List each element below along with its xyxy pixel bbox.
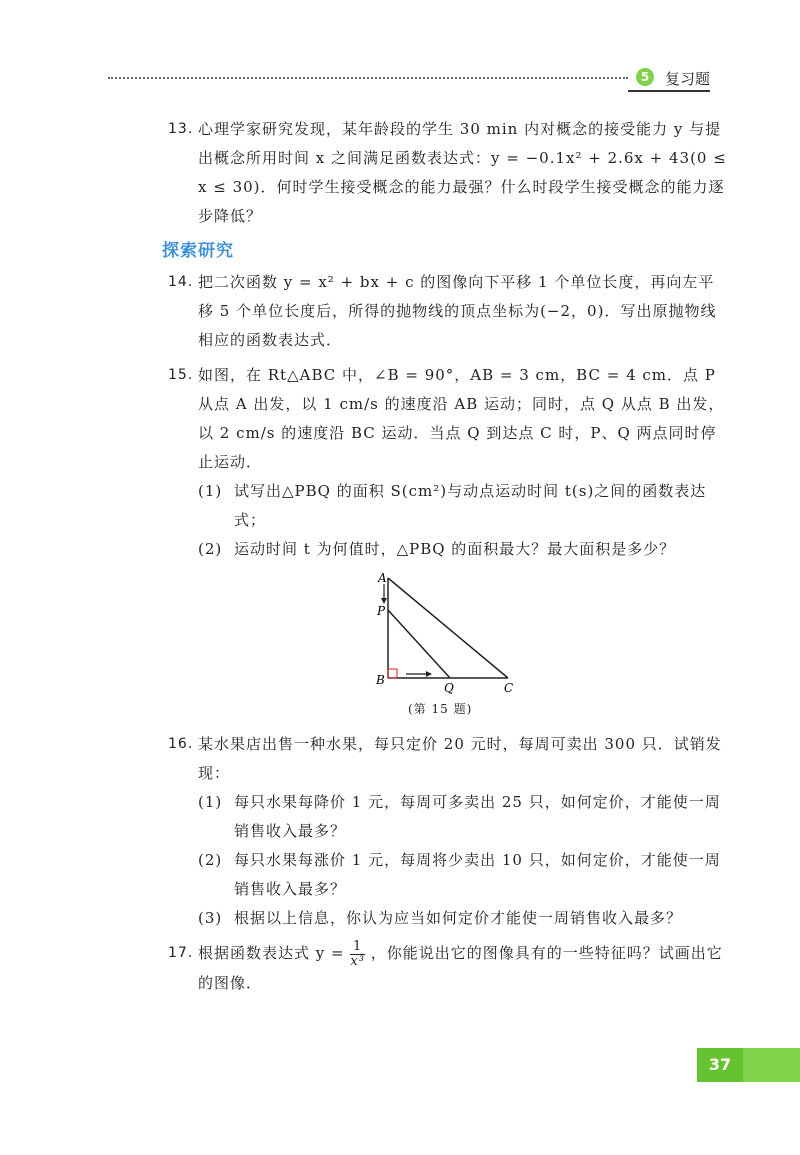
header-dotted-rule <box>108 77 628 79</box>
subquestion-text: 运动时间 t 为何值时，△PBQ 的面积最大？最大面积是多少？ <box>234 540 676 558</box>
problem-14 <box>168 268 728 355</box>
problem-13 <box>168 115 728 231</box>
fraction-denominator: x³ <box>350 953 365 969</box>
problem-number: 15. <box>168 367 194 383</box>
label-b: B <box>376 673 386 687</box>
problem-text-before: 根据函数表达式 y = <box>198 944 345 962</box>
figure-caption: (第 15 题) <box>408 702 473 716</box>
subquestion-label: (2) <box>198 851 223 869</box>
problem-number: 13. <box>168 121 194 137</box>
label-c: C <box>504 681 515 695</box>
fraction-numerator: 1 <box>350 940 365 955</box>
subquestion-label: (2) <box>198 540 223 558</box>
arrow-right-head-icon <box>426 671 432 677</box>
problem-number: 16. <box>168 736 194 752</box>
subquestion-text: 根据以上信息，你认为应当如何定价才能使一周销售收入最多？ <box>234 909 683 927</box>
subquestion-label: (1) <box>198 793 223 811</box>
problem-text: 心理学家研究发现，某年龄段的学生 30 min 内对概念的接受能力 y 与提出概念所用时间 x 之间满足函数表达式：y = −0.1x² + 2.6x + 43(0 ≤ x ≤ 30)．何时学生接受概念的能力最强？什么时段学生接受概念的能力逐步降低？ <box>198 120 727 225</box>
subquestion-text: 试写出△PBQ 的面积 S(cm²)与动点运动时间 t(s)之间的函数表达式； <box>234 482 707 529</box>
segment-ac <box>388 578 508 678</box>
problem-15 <box>168 361 728 720</box>
problem-text: 如图，在 Rt△ABC 中，∠B = 90°，AB = 3 cm，BC = 4 cm．点 P 从点 A 出发，以 1 cm/s 的速度沿 AB 运动；同时，点 Q 从点 B 出发，以 2 cm/s 的速度沿 BC 运动．当点 Q 到达点 C 时，P、Q 两点同时停止运动． <box>198 366 725 471</box>
problem-text: 某水果店出售一种水果，每只定价 20 元时，每周可卖出 300 只．试销发现： <box>198 735 722 782</box>
label-p: P <box>377 604 387 618</box>
subquestion-label: (1) <box>198 482 223 500</box>
right-angle-mark <box>388 669 397 678</box>
problem-17 <box>168 939 728 998</box>
page-content <box>162 115 728 1004</box>
chapter-title: 复习题 <box>665 70 711 88</box>
subquestion <box>198 477 728 535</box>
section-title: 探索研究 <box>162 241 234 261</box>
problem-16 <box>168 730 728 933</box>
label-a: A <box>378 571 388 585</box>
triangle-figure <box>198 570 758 720</box>
subquestion <box>198 535 728 564</box>
problem-text-after: ，你能说出它的图像具有的一些特征吗？试画出它的图像． <box>198 944 723 992</box>
subquestion <box>198 788 728 846</box>
segment-pq <box>388 610 450 678</box>
fraction <box>350 940 365 969</box>
subquestion <box>198 846 728 904</box>
subquestion <box>198 904 728 933</box>
problem-number: 17. <box>168 945 194 961</box>
subquestion-label: (3) <box>198 909 223 927</box>
problem-number: 14. <box>168 274 194 290</box>
chapter-number-badge: 5 <box>636 68 654 86</box>
page-number: 37 <box>697 1048 743 1082</box>
header-solid-rule <box>628 90 710 92</box>
problem-text: 把二次函数 y = x² + bx + c 的图像向下平移 1 个单位长度，再向左平移 5 个单位长度后，所得的抛物线的顶点坐标为(−2，0)．写出原抛物线相应的函数表达式． <box>198 273 717 349</box>
triangle-diagram <box>358 570 518 695</box>
subquestion-text: 每只水果每降价 1 元，每周可多卖出 25 只，如何定价，才能使一周销售收入最多？ <box>234 793 721 840</box>
label-q: Q <box>444 681 455 695</box>
subquestion-text: 每只水果每涨价 1 元，每周将少卖出 10 只，如何定价，才能使一周销售收入最多？ <box>234 851 721 898</box>
